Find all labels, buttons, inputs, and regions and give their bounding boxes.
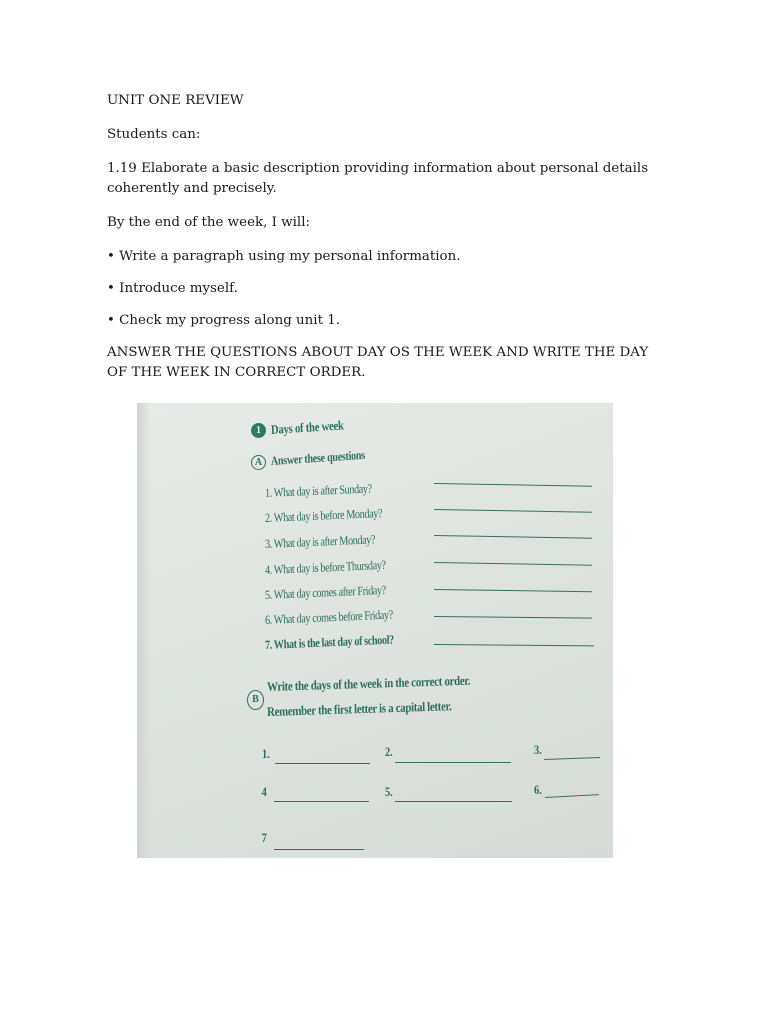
answer-line — [434, 616, 592, 619]
blank-line — [545, 794, 599, 798]
blank-number: 7 — [261, 830, 267, 845]
blank-number: 2. — [384, 744, 393, 759]
question-item: 7. What is the last day of school? — [264, 632, 394, 652]
bullet-item: • Write a paragraph using my personal information. — [107, 249, 461, 264]
question-item: 5. What day comes after Friday? — [264, 582, 386, 602]
blank-line — [395, 801, 512, 802]
blank-number: 3. — [533, 742, 542, 757]
question-item: 4. What day is before Thursday? — [264, 557, 386, 577]
answer-line — [434, 589, 592, 592]
section-title: Days of the week — [270, 417, 344, 437]
objective-text: 1.19 Elaborate a basic description providing information about personal details coherently and precisely. — [107, 161, 649, 196]
blank-number: 6. — [533, 782, 542, 797]
answer-line — [434, 483, 592, 487]
blank-number: 4 — [261, 784, 267, 799]
document-body — [107, 91, 667, 397]
worksheet-photo — [137, 403, 613, 858]
part-b-instruction: Write the days of the week in the correct order. — [266, 672, 471, 694]
part-b-reminder: Remember the first letter is a capital letter. — [266, 698, 452, 719]
blank-line — [395, 762, 511, 763]
blank-line — [275, 763, 370, 764]
answer-line — [434, 644, 594, 646]
question-item: 6. What day comes before Friday? — [264, 607, 393, 627]
blank-number: 5. — [384, 784, 393, 799]
by-end-of-week-text: By the end of the week, I will: — [107, 215, 310, 230]
part-a-title: Answer these questions — [270, 447, 366, 468]
instruction-text: ANSWER THE QUESTIONS ABOUT DAY OS THE WEEK AND WRITE THE DAY OF THE WEEK IN CORRECT ORDER. — [107, 345, 649, 380]
bullet-item: • Check my progress along unit 1. — [107, 313, 340, 328]
blank-line — [544, 757, 600, 760]
question-item: 1. What day is after Sunday? — [264, 481, 372, 500]
blank-number: 1. — [261, 746, 270, 761]
students-can-label: Students can: — [107, 127, 201, 142]
question-item: 2. What day is before Monday? — [264, 506, 383, 525]
blank-line — [274, 849, 364, 850]
answer-line — [434, 509, 592, 513]
question-item: 3. What day is after Monday? — [264, 532, 376, 551]
answer-line — [434, 535, 592, 539]
bullet-item: • Introduce myself. — [107, 281, 238, 296]
part-a-badge: A — [251, 455, 266, 470]
blank-line — [274, 801, 369, 802]
document-heading: UNIT ONE REVIEW — [107, 93, 244, 108]
part-b-badge: B — [247, 690, 264, 710]
section-number-badge: 1 — [251, 423, 266, 438]
photo-shadow — [137, 403, 151, 858]
answer-line — [434, 562, 592, 566]
